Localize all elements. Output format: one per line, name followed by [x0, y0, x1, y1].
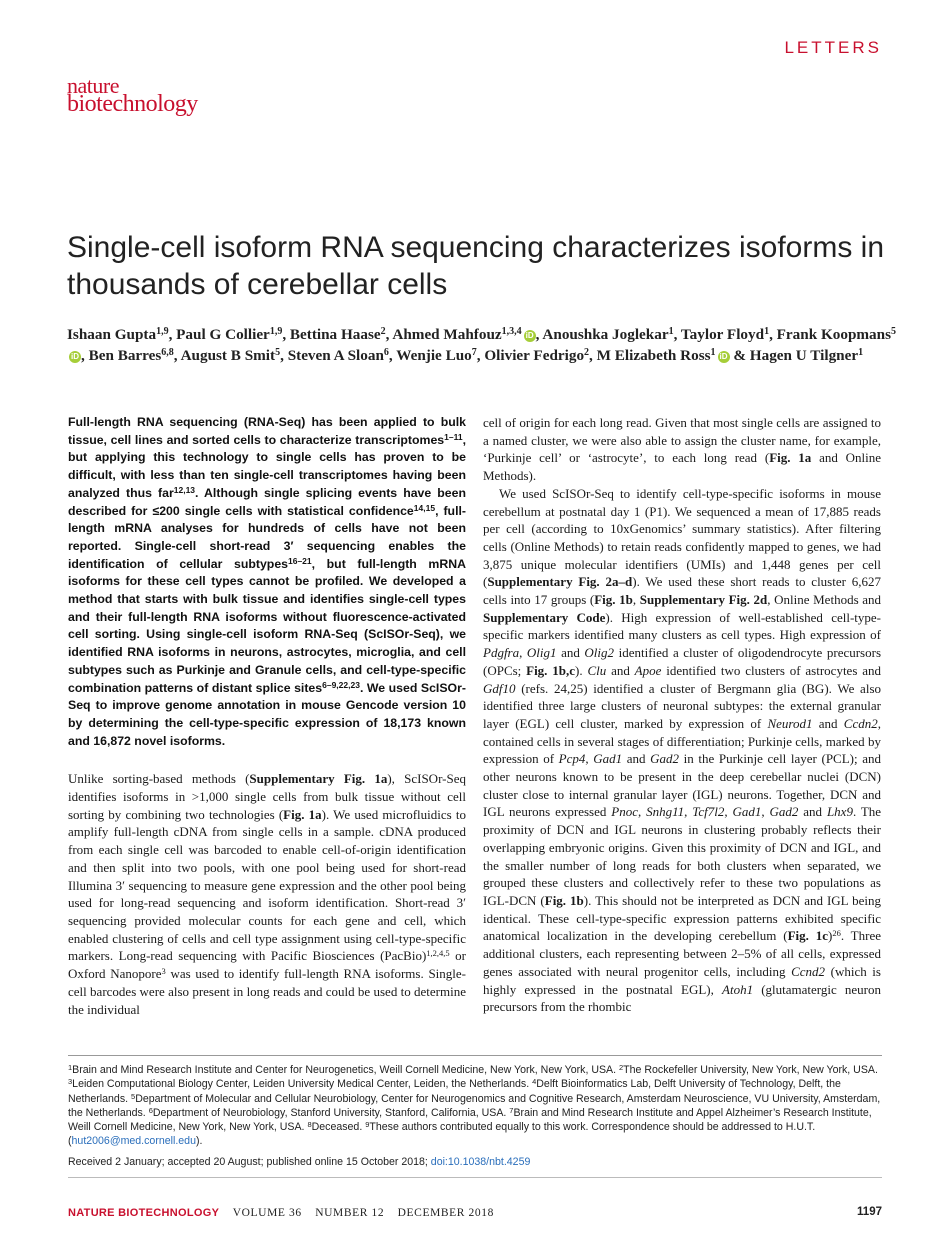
gene-name: Gad2 — [769, 804, 799, 820]
body-text: identified a cluster of oligodendrocyte precursors (OPCs; — [483, 645, 882, 678]
author-name: Steven A Sloan — [287, 347, 384, 364]
body-text: , — [761, 804, 770, 820]
body-text: , Online Methods and — [767, 592, 882, 608]
gene-name: Apoe — [634, 662, 662, 678]
body-text: and — [622, 751, 651, 767]
body-text: . The proximity of DCN and IGL neurons in clustering probably reflects their overlapping embryonic origins. Given this proximity of DCN and IGL, and the smaller number of long reads for both clusters when separated, we grouped these clusters and collectively refer to these two populations as IGL-DCN ( — [483, 804, 882, 908]
abstract-text: . Although single splicing events have been described for ≤200 single cells with statistical confidence — [68, 485, 466, 518]
affiliation-ref: 5 — [275, 347, 281, 358]
author-name: M Elizabeth Ross — [596, 347, 711, 364]
right-column — [483, 414, 881, 1016]
body-text: ). We used microfluidics to amplify full-length cDNA from single cells in a sample. cDNA produced from each single cell was barcoded to enable cell-of-origin identification and then split into two pools, with one pool being used for short-read Illumina 3′ sequencing to measure gene expression and the other pool being used for long-read sequencing and isoform identification. Short-read 3′ sequencing provided molecular counts for each gene and cell, which enabled clustering of cells and cell type assignment using cell-type-specific markers. Long-read sequencing with Pacific Biosciences (PacBio) — [68, 806, 466, 964]
separator: , — [280, 347, 288, 364]
separator: , — [388, 347, 397, 364]
author-name: Ishaan Gupta — [67, 326, 157, 343]
body-paragraph — [483, 414, 881, 485]
figure-ref[interactable]: Fig. 1a — [769, 450, 812, 466]
citation-ref[interactable]: 14,15 — [413, 502, 436, 513]
abstract-text: , full-length mRNA analyses for hundreds of cells have not been reported. Single-cell short-read 3′ sequencing enables the identification of cellular subtypes — [68, 503, 467, 571]
body-text: in the Purkinje cell layer (PCL); and other neurons known to be present in the deep cerebellar nuclei (DCN) cluster close to internal granular layer (IGL) neurons. Together, DCN and IGL neurons expressed — [483, 751, 881, 820]
gene-name: Gad1 — [732, 804, 762, 820]
figure-ref[interactable]: Fig. 1a — [283, 806, 322, 822]
affiliation-text: Delft Bioinformatics Lab, Delft University of Technology, Delft, the Netherlands. — [68, 1078, 841, 1105]
body-text: and — [556, 645, 585, 661]
affiliation-ref: 2 — [584, 347, 590, 358]
body-text: and — [798, 804, 827, 820]
citation-ref[interactable]: 16–21 — [288, 555, 312, 566]
separator: , — [673, 326, 681, 343]
gene-name: Ccdn2 — [843, 715, 878, 731]
issue-number: NUMBER 12 — [315, 1207, 385, 1219]
gene-name: Pdgfra — [483, 645, 520, 661]
abstract-text: , but full-length mRNA isoforms for these cell types cannot be profiled. We developed a method that starts with bulk tissue and identifies single-cell types and their full-length RNA isoforms without fluorescence-activated cell sorting. Using single-cell isoform RNA-Seq (ScISOr-Seq), we identified RNA isoforms in neurons, astrocytes, microglia, and cell subtypes such as Purkinje and Granule cells, and cell-type-specific combination patterns of distant splice sites — [68, 556, 466, 695]
gene-name: Olig2 — [584, 645, 615, 661]
affiliation-number: 3 — [68, 1077, 73, 1087]
body-text: cell of origin for each long read. Given that most single cells are assigned to a named cluster, we were also able to assign the cluster name, for example, ‘Purkinje cell’ or ‘astrocyte’, to each long read ( — [483, 415, 881, 466]
figure-ref[interactable]: Supplementary Fig. 2d — [639, 592, 768, 608]
orcid-icon[interactable]: iD — [525, 331, 534, 340]
gene-name: Neurod1 — [767, 715, 813, 731]
body-text: , — [724, 804, 733, 820]
affiliation-text: Leiden Computational Biology Center, Leiden University Medical Center, Leiden, the Netherlands. — [72, 1078, 533, 1091]
body-text: ). — [575, 662, 588, 678]
citation-ref[interactable]: 26 — [832, 928, 841, 939]
body-text: ). We used these short reads to cluster 6,627 cells into 17 groups ( — [483, 574, 882, 608]
affiliation-ref: 6 — [383, 347, 389, 358]
citation-ref[interactable]: 1,2,4,5 — [426, 948, 450, 959]
affiliation-number: 9 — [365, 1120, 370, 1130]
affiliation-text: ). — [195, 1135, 203, 1148]
gene-name: Snhg11 — [646, 804, 685, 820]
citation-ref[interactable]: 12,13 — [173, 484, 196, 495]
affiliation-ref: 1 — [764, 326, 770, 337]
body-text: Unlike sorting-based methods ( — [68, 771, 250, 787]
received-dates — [68, 1156, 882, 1168]
gene-name: Gdf10 — [483, 680, 516, 696]
affiliation-ref: 5 — [891, 326, 897, 337]
body-text: . Three additional clusters, each representing between 2–5% of all cells, expressed genes associated with neural progenitor cells, including — [483, 928, 881, 979]
body-text: ) — [827, 928, 833, 944]
author-name: Wenjie Luo — [396, 347, 472, 364]
affiliation-ref: 1 — [858, 347, 864, 358]
abstract-text: . We used ScISOr-Seq to improve genome annotation in mouse Gencode version 10 by determining the cell-type-specific expression of 18,173 known and 16,872 novel isoforms. — [68, 680, 466, 748]
separator: & — [729, 347, 750, 364]
gene-name: Olig1 — [526, 645, 557, 661]
author-list — [67, 324, 897, 366]
gene-name: Tcf7l2 — [692, 804, 725, 820]
affiliation-number: 4 — [532, 1077, 537, 1087]
gene-name: Clu — [587, 662, 607, 678]
journal-logo — [67, 73, 198, 117]
gene-name: Gad1 — [593, 751, 623, 767]
body-paragraph — [68, 770, 466, 1018]
received-text: Received 2 January; accepted 20 August; published online 15 October 2018; — [68, 1156, 431, 1168]
figure-ref[interactable]: Fig. 1b,c — [526, 662, 576, 678]
affiliation-ref: 1,9 — [269, 326, 283, 337]
affiliation-text: The Rockefeller University, New York, New York, USA. — [623, 1064, 878, 1076]
author-name: Bettina Haase — [289, 326, 381, 343]
gene-name: Ccnd2 — [791, 963, 826, 979]
body-text: and Online Methods). — [483, 450, 882, 484]
gene-name: Pcp4 — [558, 751, 586, 767]
affiliation-number: 6 — [148, 1105, 153, 1115]
doi-link[interactable]: doi:10.1038/nbt.4259 — [430, 1156, 531, 1168]
figure-ref[interactable]: Supplementary Fig. 1a — [249, 771, 388, 787]
separator: , — [168, 326, 177, 343]
left-column — [68, 414, 466, 1018]
affiliation-ref: 2 — [380, 326, 386, 337]
gene-name: Pnoc — [611, 804, 638, 820]
citation-ref[interactable]: 1–11 — [444, 431, 463, 442]
page-number: 1197 — [857, 1206, 882, 1218]
author-name: Olivier Fedrigo — [484, 347, 585, 364]
affiliation-text: Brain and Mind Research Institute and Appel Alzheimer’s Research Institute, Weill Cornell Medicine, New York, New York, USA. — [68, 1106, 872, 1134]
affiliation-ref: 1,3,4 — [501, 326, 522, 337]
gene-name: Lhx9 — [826, 804, 853, 820]
body-text: was used to identify full-length RNA isoforms. Single-cell barcodes were also present in long reads and could be used to determine the individual — [68, 966, 466, 1017]
separator: , — [81, 347, 89, 364]
body-text: ). This should not be interpreted as DCN and IGL being identical. These cell-type-specific expression patterns exhibited specific anatomical localization in the developing cerebellum ( — [483, 892, 881, 944]
page-footer — [68, 1207, 882, 1219]
affiliation-number: 1 — [68, 1063, 73, 1072]
abstract — [68, 414, 466, 750]
affiliation-ref: 1 — [668, 326, 674, 337]
figure-ref[interactable]: Fig. 1b — [544, 892, 584, 908]
author-name: August B Smit — [180, 347, 276, 364]
citation-ref[interactable]: 3 — [161, 966, 166, 977]
body-text: , — [684, 804, 693, 820]
affiliation-text: Department of Neurobiology, Stanford University, Stanford, California, USA. — [152, 1106, 510, 1119]
figure-ref[interactable]: Fig. 1c — [787, 928, 828, 944]
separator: , — [282, 326, 290, 343]
gene-name: Atoh1 — [722, 981, 754, 997]
body-text: (refs. 24,25) identified a cluster of Bergmann glia (BG). We also identified three large clusters of neuronal subtypes: the external granular layer (EGL) cell cluster, marked by expression of — [483, 680, 881, 731]
author-name: Anoushka Joglekar — [542, 326, 669, 343]
author-name: Hagen U Tilgner — [749, 347, 859, 364]
volume: VOLUME 36 — [232, 1207, 302, 1219]
body-text: ), ScISOr-Seq identifies isoforms in >1,000 single cells from bulk tissue without cell sorting by combining two technologies ( — [68, 771, 466, 822]
body-text: and — [606, 662, 635, 678]
separator: , — [476, 347, 485, 364]
affiliation-text: Brain and Mind Research Institute and Center for Neurogenetics, Weill Cornell Medicine, New York, New York, USA. — [72, 1064, 619, 1076]
affiliation-ref: 7 — [471, 347, 477, 358]
article-title: Single-cell isoform RNA sequencing characterizes isoforms in thousands of cerebellar cells — [67, 231, 885, 301]
separator: , — [589, 347, 597, 364]
affiliation-number: 2 — [619, 1063, 624, 1072]
body-text: , — [632, 592, 640, 608]
body-text: ). High expression of well-established cell-type-specific markers identified many clusters as cell types. High expression of — [483, 609, 881, 643]
author-name: Ahmed Mahfouz — [392, 326, 502, 343]
body-text: (glutamatergic neuron precursors from the rhombic — [483, 981, 881, 1015]
affiliation-ref: 1,9 — [156, 326, 169, 337]
issue-date: DECEMBER 2018 — [397, 1207, 494, 1219]
body-text: (which is highly expressed in the postnatal EGL), — [483, 963, 881, 997]
journal-name: NATURE BIOTECHNOLOGY — [68, 1207, 220, 1219]
affiliation-number: 5 — [131, 1091, 136, 1101]
affiliations — [68, 1063, 882, 1149]
body-text: , — [585, 751, 594, 767]
affiliation-text: Deceased. — [311, 1121, 366, 1134]
body-paragraph — [483, 485, 881, 1016]
orcid-icon[interactable]: iD — [719, 352, 728, 361]
footnote-divider — [68, 1055, 882, 1056]
gene-name: Gad2 — [650, 751, 680, 767]
body-text: , contained cells in several stages of differentiation; Purkinje cells, marked by expression of — [483, 715, 881, 767]
figure-ref[interactable]: Supplementary Fig. 2a–d — [487, 574, 633, 590]
orcid-icon[interactable]: iD — [71, 352, 79, 361]
logo-line-2: biotechnology — [67, 91, 198, 117]
separator: , — [769, 326, 777, 343]
citation-ref[interactable]: 6–9,22,23 — [322, 679, 360, 690]
affiliation-ref: 6,8 — [161, 347, 174, 358]
affiliation-ref: 1 — [710, 347, 716, 358]
abstract-text: Full-length RNA sequencing (RNA-Seq) has been applied to bulk tissue, cell lines and sorted cells to characterize transcriptomes — [68, 415, 466, 447]
section-label: LETTERS — [784, 38, 882, 57]
author-name: Frank Koopmans — [776, 326, 892, 343]
figure-ref[interactable]: Fig. 1b — [594, 592, 633, 608]
author-name: Paul G Collier — [176, 326, 270, 343]
separator: , — [535, 326, 543, 343]
body-text: or Oxford Nanopore — [68, 948, 466, 982]
correspondence-email-link[interactable]: hut2006@med.cornell.edu — [71, 1135, 196, 1148]
footer-divider — [68, 1177, 882, 1178]
figure-ref[interactable]: Supplementary Code — [483, 609, 606, 625]
affiliation-number: 7 — [509, 1105, 514, 1115]
affiliation-text: These authors contributed equally to this work. Correspondence should be addressed to H.U.T. ( — [68, 1121, 816, 1148]
abstract-text: , but applying this technology to single cells has proven to be difficult, with less than ten single-cell transcriptomes having been analyzed thus far — [68, 432, 466, 500]
body-text: and — [812, 715, 844, 731]
body-text: , — [519, 645, 527, 661]
author-name: Ben Barres — [88, 347, 162, 364]
body-text: identified two clusters of astrocytes and — [661, 662, 881, 678]
body-text: , — [637, 804, 647, 820]
affiliation-number: 8 — [307, 1120, 312, 1130]
separator: , — [173, 347, 181, 364]
author-name: Taylor Floyd — [680, 326, 765, 343]
separator: , — [385, 326, 393, 343]
body-text: We used ScISOr-Seq to identify cell-type-specific isoforms in mouse cerebellum at postnatal day 1 (P1). We sequenced a mean of 17,885 reads per cell (according to 10xGenomics’ summary statistics). After filtering cells (Online Methods) to retain reads confidently mapped to genes, we had 3,875 unique molecular identifiers (UMIs) and 1,448 genes per cell ( — [483, 485, 881, 590]
affiliation-text: Department of Molecular and Cellular Neurobiology, Center for Neurogenomics and Cognitive Research, Amsterdam Neuroscience, VU University, Amsterdam, the Netherlands. — [68, 1092, 881, 1119]
logo-line-1: nature — [67, 73, 119, 98]
